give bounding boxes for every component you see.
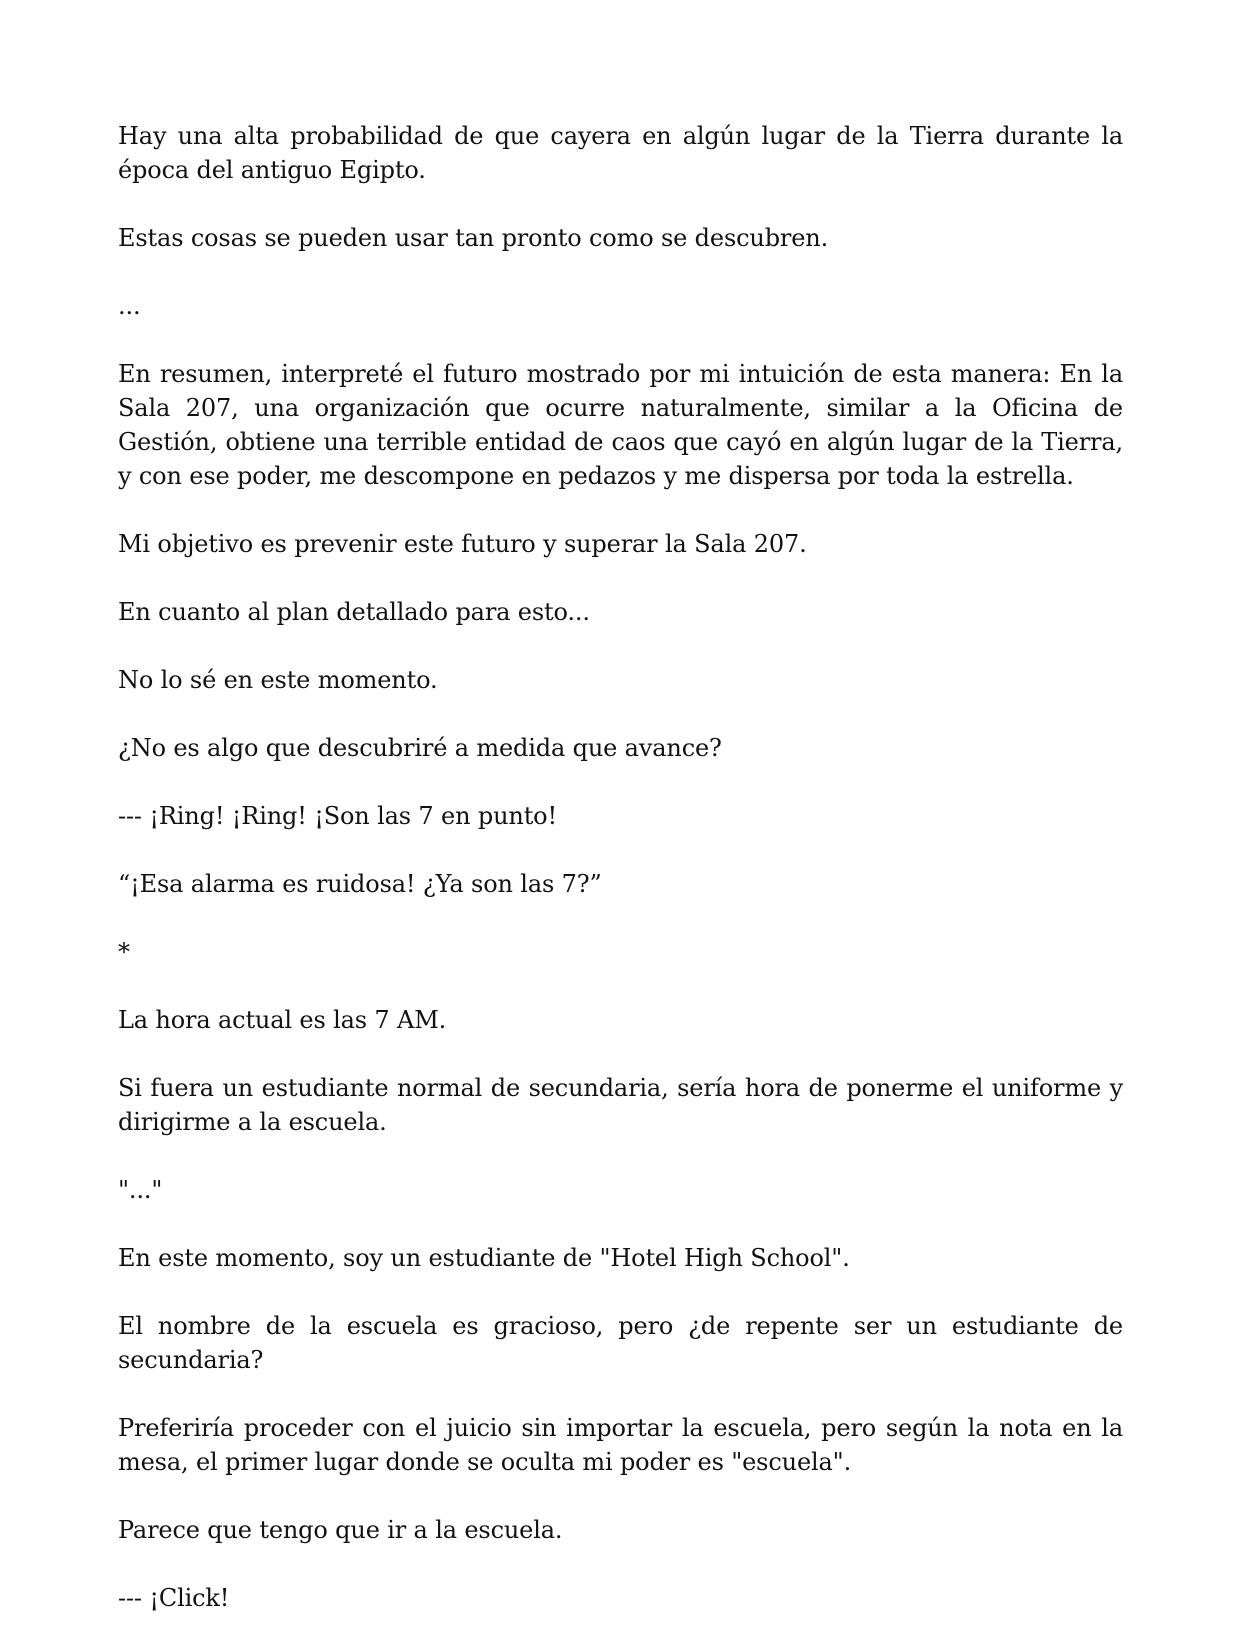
paragraph: Preferiría proceder con el juicio sin importar la escuela, pero según la nota en la mesa, el primer lugar donde se oculta mi poder es "escuela". [118, 1414, 1123, 1476]
paragraph: ... [118, 292, 141, 320]
paragraph: --- ¡Click! [118, 1584, 230, 1612]
paragraph: En este momento, soy un estudiante de "Hotel High School". [118, 1244, 850, 1272]
document-body [118, 119, 1123, 1649]
paragraph: El nombre de la escuela es gracioso, pero ¿de repente ser un estudiante de secundaria? [118, 1312, 1123, 1374]
paragraph: Estas cosas se pueden usar tan pronto como se descubren. [118, 224, 829, 252]
paragraph: Parece que tengo que ir a la escuela. [118, 1516, 563, 1544]
paragraph: Mi objetivo es prevenir este futuro y superar la Sala 207. [118, 530, 807, 558]
paragraph: ¿No es algo que descubriré a medida que avance? [118, 734, 722, 762]
paragraph: No lo sé en este momento. [118, 666, 438, 694]
paragraph: --- ¡Ring! ¡Ring! ¡Son las 7 en punto! [118, 802, 557, 830]
paragraph: La hora actual es las 7 AM. [118, 1006, 447, 1034]
paragraph: * [118, 938, 130, 966]
paragraph: "..." [118, 1176, 163, 1204]
paragraph: Hay una alta probabilidad de que cayera en algún lugar de la Tierra durante la época del antiguo Egipto. [118, 122, 1123, 184]
paragraph: En cuanto al plan detallado para esto... [118, 598, 590, 626]
paragraph: “¡Esa alarma es ruidosa! ¿Ya son las 7?” [118, 870, 602, 898]
paragraph: En resumen, interpreté el futuro mostrado por mi intuición de esta manera: En la Sala 207, una organización que ocurre naturalmente, similar a la Oficina de Gestión, obtiene una terrible entidad de caos que cayó en algún lugar de la Tierra, y con ese poder, me descompone en pedazos y me dispersa por toda la estrella. [118, 360, 1123, 490]
paragraph: Si fuera un estudiante normal de secundaria, sería hora de ponerme el uniforme y dirigirme a la escuela. [118, 1074, 1123, 1136]
